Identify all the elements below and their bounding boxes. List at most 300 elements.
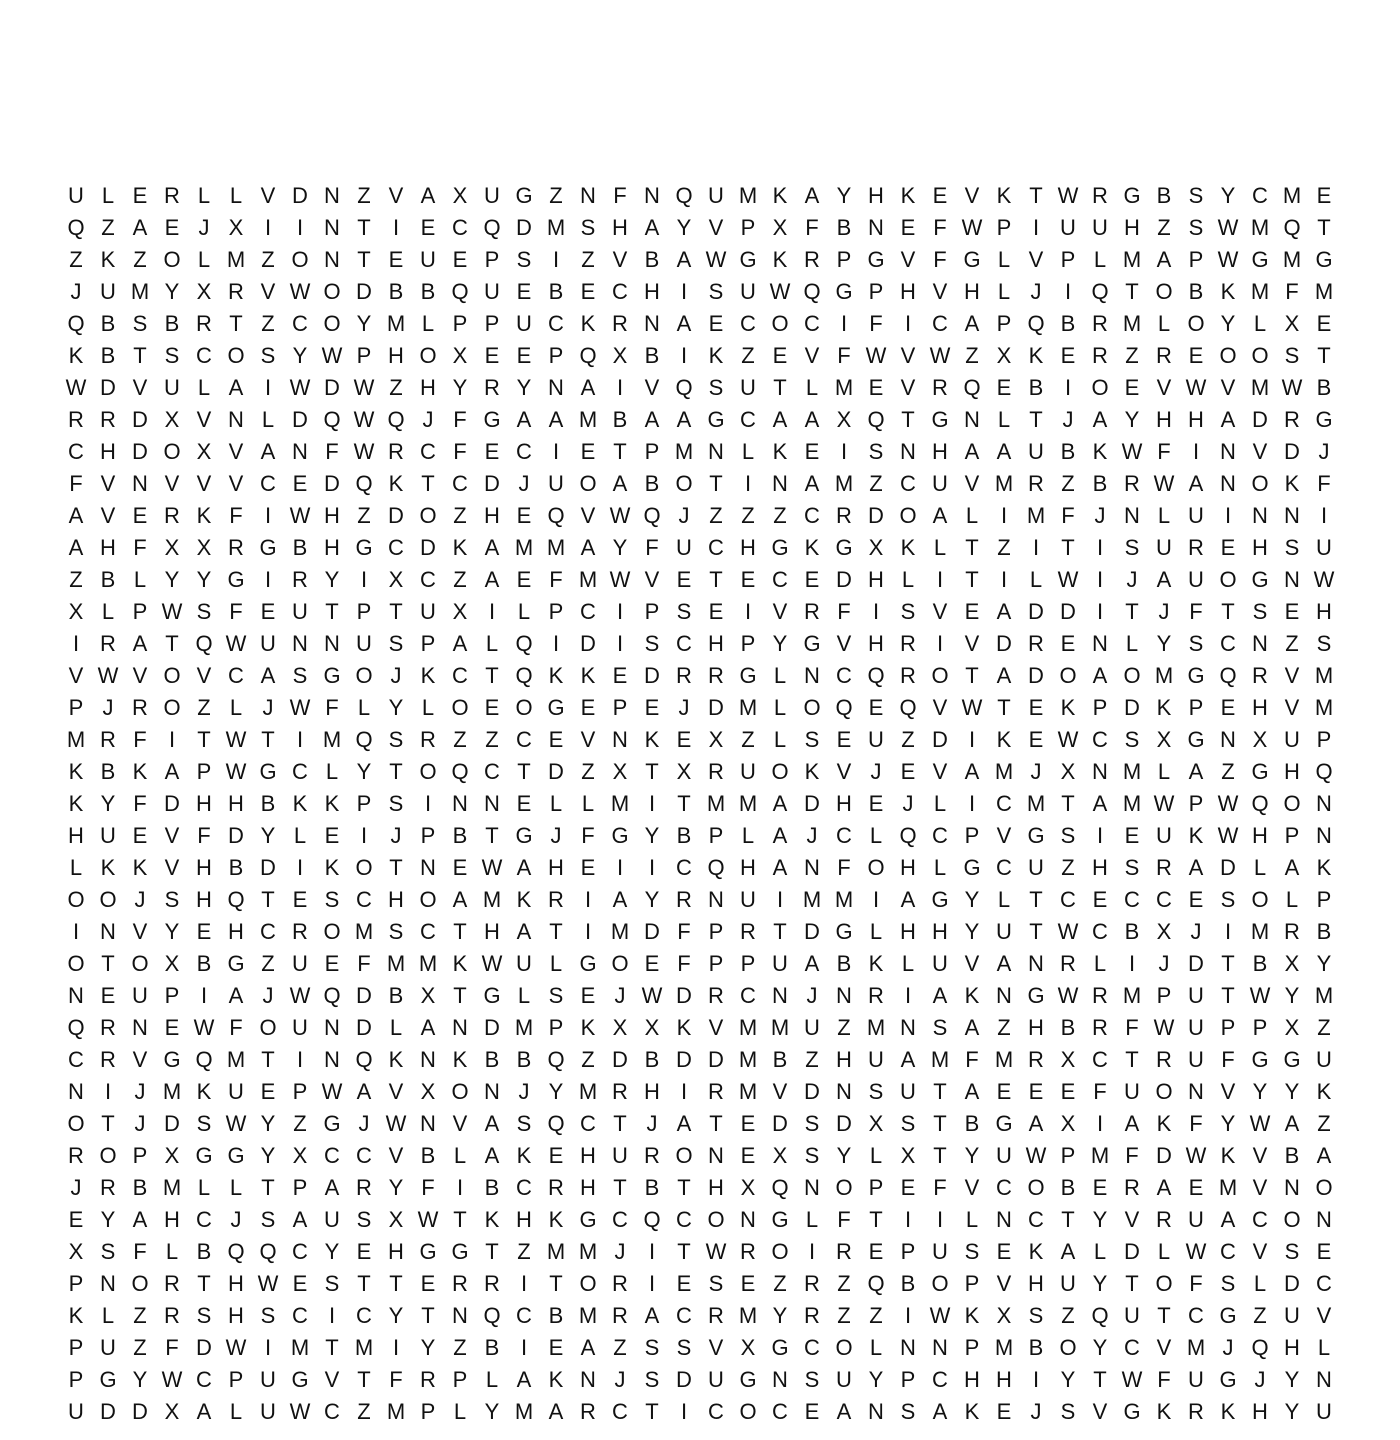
letter-cell[interactable]: E [132, 823, 148, 848]
letter-cell[interactable]: A [612, 887, 628, 912]
letter-cell[interactable]: X [1060, 1047, 1076, 1072]
letter-cell[interactable]: X [292, 1143, 308, 1168]
letter-cell[interactable]: N [452, 1303, 468, 1328]
letter-cell[interactable]: I [648, 791, 656, 816]
letter-cell[interactable]: R [100, 1175, 116, 1200]
letter-cell[interactable]: V [644, 567, 660, 592]
letter-cell[interactable]: J [1318, 439, 1330, 464]
letter-cell[interactable]: E [868, 1239, 884, 1264]
letter-cell[interactable]: R [548, 887, 564, 912]
letter-cell[interactable]: D [1284, 439, 1300, 464]
letter-cell[interactable]: U [1028, 439, 1044, 464]
letter-cell[interactable]: O [515, 695, 533, 720]
letter-cell[interactable]: W [961, 695, 983, 720]
letter-cell[interactable]: Q [899, 823, 917, 848]
letter-cell[interactable]: Q [451, 279, 469, 304]
letter-cell[interactable]: X [708, 727, 724, 752]
letter-cell[interactable]: O [1251, 343, 1269, 368]
letter-cell[interactable]: O [899, 503, 917, 528]
letter-cell[interactable]: A [1284, 855, 1300, 880]
letter-cell[interactable]: W [225, 759, 247, 784]
letter-cell[interactable]: P [452, 1367, 468, 1392]
letter-cell[interactable]: R [740, 1239, 756, 1264]
letter-cell[interactable]: I [680, 1399, 688, 1424]
letter-cell[interactable]: T [709, 1111, 723, 1136]
letter-cell[interactable]: W [417, 1207, 439, 1232]
letter-cell[interactable]: E [324, 823, 340, 848]
letter-cell[interactable]: B [484, 1175, 500, 1200]
letter-cell[interactable]: Z [613, 1335, 627, 1360]
letter-cell[interactable]: T [677, 1175, 691, 1200]
letter-cell[interactable]: C [1156, 887, 1172, 912]
letter-cell[interactable]: K [868, 951, 884, 976]
letter-cell[interactable]: R [1156, 1047, 1172, 1072]
letter-cell[interactable]: V [900, 375, 916, 400]
letter-cell[interactable]: W [609, 567, 631, 592]
letter-cell[interactable]: N [452, 1015, 468, 1040]
letter-cell[interactable]: R [1124, 1175, 1140, 1200]
letter-cell[interactable]: O [835, 1175, 853, 1200]
letter-cell[interactable]: B [164, 311, 180, 336]
letter-cell[interactable]: Z [1317, 1111, 1331, 1136]
letter-cell[interactable]: K [68, 759, 84, 784]
letter-cell[interactable]: W [257, 1271, 279, 1296]
letter-cell[interactable]: R [1060, 951, 1076, 976]
letter-cell[interactable]: Y [1092, 1207, 1108, 1232]
letter-cell[interactable]: X [612, 759, 628, 784]
letter-cell[interactable]: K [484, 1207, 500, 1232]
letter-cell[interactable]: J [806, 983, 818, 1008]
letter-cell[interactable]: K [548, 1207, 564, 1232]
letter-cell[interactable]: A [996, 599, 1012, 624]
letter-cell[interactable]: P [1188, 695, 1204, 720]
letter-cell[interactable]: O [1283, 791, 1301, 816]
letter-cell[interactable]: M [578, 1079, 598, 1104]
letter-cell[interactable]: I [264, 1335, 272, 1360]
letter-cell[interactable]: M [354, 1335, 374, 1360]
letter-cell[interactable]: I [1032, 215, 1040, 240]
letter-cell[interactable]: A [228, 983, 244, 1008]
letter-cell[interactable]: H [836, 791, 852, 816]
letter-cell[interactable]: R [1092, 983, 1108, 1008]
letter-cell[interactable]: A [1156, 567, 1172, 592]
letter-cell[interactable]: K [804, 759, 820, 784]
letter-cell[interactable]: C [356, 1143, 372, 1168]
letter-cell[interactable]: H [1092, 855, 1108, 880]
letter-cell[interactable]: E [484, 695, 500, 720]
letter-cell[interactable]: H [708, 631, 724, 656]
letter-cell[interactable]: A [484, 1143, 500, 1168]
letter-cell[interactable]: Y [612, 535, 628, 560]
letter-cell[interactable]: F [1189, 1271, 1203, 1296]
letter-cell[interactable]: H [196, 887, 212, 912]
letter-cell[interactable]: L [933, 855, 947, 880]
letter-cell[interactable]: S [324, 1271, 340, 1296]
letter-cell[interactable]: B [484, 1047, 500, 1072]
letter-cell[interactable]: F [133, 1239, 147, 1264]
letter-cell[interactable]: S [388, 631, 404, 656]
letter-cell[interactable]: N [1220, 727, 1236, 752]
letter-cell[interactable]: F [933, 247, 947, 272]
letter-cell[interactable]: D [1252, 407, 1268, 432]
letter-cell[interactable]: S [324, 887, 340, 912]
letter-cell[interactable]: W [1057, 567, 1079, 592]
letter-cell[interactable]: V [164, 823, 180, 848]
letter-cell[interactable]: G [1251, 1047, 1269, 1072]
letter-cell[interactable]: L [101, 1303, 115, 1328]
letter-cell[interactable]: Q [675, 375, 693, 400]
letter-cell[interactable]: C [452, 663, 468, 688]
letter-cell[interactable]: U [516, 311, 532, 336]
letter-cell[interactable]: V [580, 503, 596, 528]
letter-cell[interactable]: O [1315, 1175, 1333, 1200]
letter-cell[interactable]: V [324, 1367, 340, 1392]
letter-cell[interactable]: Y [388, 695, 404, 720]
letter-cell[interactable]: O [579, 471, 597, 496]
letter-cell[interactable]: Y [1252, 1079, 1268, 1104]
letter-cell[interactable]: D [644, 919, 660, 944]
letter-cell[interactable]: T [1317, 343, 1331, 368]
letter-cell[interactable]: E [548, 1143, 564, 1168]
letter-cell[interactable]: B [1028, 375, 1044, 400]
letter-cell[interactable]: F [933, 1175, 947, 1200]
letter-cell[interactable]: U [1188, 567, 1204, 592]
letter-cell[interactable]: K [1316, 1079, 1332, 1104]
letter-cell[interactable]: M [1250, 919, 1270, 944]
letter-cell[interactable]: U [1092, 215, 1108, 240]
letter-cell[interactable]: F [421, 1175, 435, 1200]
letter-cell[interactable]: Q [1027, 311, 1045, 336]
letter-cell[interactable]: B [100, 759, 116, 784]
letter-cell[interactable]: K [1188, 823, 1204, 848]
letter-cell[interactable]: I [968, 727, 976, 752]
letter-cell[interactable]: T [325, 599, 339, 624]
letter-cell[interactable]: A [260, 439, 276, 464]
letter-cell[interactable]: C [676, 855, 692, 880]
letter-cell[interactable]: B [100, 567, 116, 592]
letter-cell[interactable]: P [356, 599, 372, 624]
letter-cell[interactable]: S [580, 215, 596, 240]
letter-cell[interactable]: A [1284, 1111, 1300, 1136]
letter-cell[interactable]: W [1249, 1111, 1271, 1136]
letter-cell[interactable]: M [1122, 759, 1142, 784]
letter-cell[interactable]: Q [1315, 759, 1333, 784]
letter-cell[interactable]: Y [516, 375, 532, 400]
letter-cell[interactable]: D [132, 1399, 148, 1424]
letter-cell[interactable]: Z [69, 247, 83, 272]
letter-cell[interactable]: P [708, 823, 724, 848]
letter-cell[interactable]: A [836, 1399, 852, 1424]
letter-cell[interactable]: K [324, 855, 340, 880]
letter-cell[interactable]: U [484, 183, 500, 208]
letter-cell[interactable]: R [292, 567, 308, 592]
letter-cell[interactable]: U [1124, 1079, 1140, 1104]
letter-cell[interactable]: X [772, 215, 788, 240]
letter-cell[interactable]: O [323, 919, 341, 944]
letter-cell[interactable]: I [1096, 599, 1104, 624]
letter-cell[interactable]: N [1028, 951, 1044, 976]
letter-cell[interactable]: S [708, 279, 724, 304]
letter-cell[interactable]: F [453, 407, 467, 432]
letter-cell[interactable]: F [325, 439, 339, 464]
letter-cell[interactable]: L [1093, 247, 1107, 272]
letter-cell[interactable]: D [196, 1335, 212, 1360]
letter-cell[interactable]: Q [867, 407, 885, 432]
letter-cell[interactable]: A [900, 1047, 916, 1072]
letter-cell[interactable]: G [259, 535, 277, 560]
letter-cell[interactable]: A [676, 311, 692, 336]
letter-cell[interactable]: P [1188, 247, 1204, 272]
letter-cell[interactable]: V [964, 1175, 980, 1200]
letter-cell[interactable]: L [965, 503, 979, 528]
letter-cell[interactable]: Q [259, 1239, 277, 1264]
letter-cell[interactable]: D [772, 1111, 788, 1136]
letter-cell[interactable]: C [516, 439, 532, 464]
letter-cell[interactable]: B [772, 1047, 788, 1072]
letter-cell[interactable]: G [259, 759, 277, 784]
letter-cell[interactable]: L [549, 951, 563, 976]
letter-cell[interactable]: I [840, 311, 848, 336]
letter-cell[interactable]: V [772, 599, 788, 624]
letter-cell[interactable]: P [996, 311, 1012, 336]
letter-cell[interactable]: Y [1284, 1399, 1300, 1424]
letter-cell[interactable]: H [484, 503, 500, 528]
letter-cell[interactable]: E [996, 1399, 1012, 1424]
letter-cell[interactable]: S [260, 1207, 276, 1232]
letter-cell[interactable]: V [1220, 1079, 1236, 1104]
letter-cell[interactable]: G [579, 1207, 597, 1232]
letter-cell[interactable]: Q [355, 727, 373, 752]
letter-cell[interactable]: Q [227, 887, 245, 912]
letter-cell[interactable]: W [481, 855, 503, 880]
letter-cell[interactable]: R [164, 1271, 180, 1296]
letter-cell[interactable]: M [738, 695, 758, 720]
letter-cell[interactable]: P [196, 759, 212, 784]
letter-cell[interactable]: F [133, 727, 147, 752]
letter-cell[interactable]: D [324, 375, 340, 400]
letter-cell[interactable]: W [289, 279, 311, 304]
letter-cell[interactable]: H [900, 279, 916, 304]
letter-cell[interactable]: E [804, 567, 820, 592]
letter-cell[interactable]: Z [1317, 1015, 1331, 1040]
letter-cell[interactable]: T [965, 663, 979, 688]
letter-cell[interactable]: C [676, 631, 692, 656]
letter-cell[interactable]: P [548, 343, 564, 368]
letter-cell[interactable]: L [197, 247, 211, 272]
letter-cell[interactable]: T [197, 727, 211, 752]
letter-cell[interactable]: D [708, 695, 724, 720]
letter-cell[interactable]: C [804, 1335, 820, 1360]
letter-cell[interactable]: T [933, 1079, 947, 1104]
letter-cell[interactable]: V [388, 1079, 404, 1104]
letter-cell[interactable]: B [420, 279, 436, 304]
letter-cell[interactable]: Q [1091, 279, 1109, 304]
letter-cell[interactable]: R [612, 311, 628, 336]
letter-cell[interactable]: E [900, 215, 916, 240]
letter-cell[interactable]: A [612, 471, 628, 496]
letter-cell[interactable]: W [353, 439, 375, 464]
letter-cell[interactable]: K [580, 663, 596, 688]
letter-cell[interactable]: E [644, 951, 660, 976]
letter-cell[interactable]: A [1316, 1143, 1332, 1168]
letter-cell[interactable]: U [132, 983, 148, 1008]
letter-cell[interactable]: Q [547, 1047, 565, 1072]
letter-cell[interactable]: A [1124, 1111, 1140, 1136]
letter-cell[interactable]: I [1128, 951, 1136, 976]
letter-cell[interactable]: Y [164, 919, 180, 944]
letter-cell[interactable]: I [168, 727, 176, 752]
letter-cell[interactable]: N [324, 215, 340, 240]
letter-cell[interactable]: T [1093, 1367, 1107, 1392]
letter-cell[interactable]: Q [1251, 791, 1269, 816]
letter-cell[interactable]: S [868, 439, 884, 464]
letter-cell[interactable]: Q [771, 1175, 789, 1200]
letter-cell[interactable]: L [741, 439, 755, 464]
letter-cell[interactable]: Q [451, 759, 469, 784]
letter-cell[interactable]: T [389, 855, 403, 880]
letter-cell[interactable]: W [225, 1335, 247, 1360]
letter-cell[interactable]: Y [484, 1399, 500, 1424]
letter-cell[interactable]: T [389, 599, 403, 624]
letter-cell[interactable]: R [100, 1015, 116, 1040]
letter-cell[interactable]: H [1316, 599, 1332, 624]
letter-cell[interactable]: B [612, 407, 628, 432]
letter-cell[interactable]: C [356, 887, 372, 912]
letter-cell[interactable]: R [612, 1303, 628, 1328]
letter-cell[interactable]: U [740, 887, 756, 912]
letter-cell[interactable]: L [1157, 503, 1171, 528]
letter-cell[interactable]: C [484, 759, 500, 784]
letter-cell[interactable]: J [1190, 919, 1202, 944]
letter-cell[interactable]: A [772, 407, 788, 432]
letter-cell[interactable]: C [452, 471, 468, 496]
letter-cell[interactable]: W [769, 279, 791, 304]
letter-cell[interactable]: P [484, 247, 500, 272]
letter-cell[interactable]: B [1060, 311, 1076, 336]
letter-cell[interactable]: O [355, 855, 373, 880]
letter-cell[interactable]: S [356, 1207, 372, 1232]
letter-cell[interactable]: B [1060, 1015, 1076, 1040]
letter-cell[interactable]: M [418, 951, 438, 976]
letter-cell[interactable]: U [420, 247, 436, 272]
letter-cell[interactable]: J [134, 887, 146, 912]
letter-cell[interactable]: J [422, 407, 434, 432]
letter-cell[interactable]: H [964, 279, 980, 304]
letter-cell[interactable]: E [260, 599, 276, 624]
letter-cell[interactable]: M [354, 919, 374, 944]
letter-cell[interactable]: U [1284, 727, 1300, 752]
letter-cell[interactable]: M [514, 535, 534, 560]
letter-cell[interactable]: D [1060, 599, 1076, 624]
letter-cell[interactable]: S [1316, 631, 1332, 656]
letter-cell[interactable]: C [324, 1143, 340, 1168]
letter-cell[interactable]: D [1188, 951, 1204, 976]
letter-cell[interactable]: E [516, 567, 532, 592]
letter-cell[interactable]: R [484, 375, 500, 400]
letter-cell[interactable]: M [1282, 183, 1302, 208]
letter-cell[interactable]: W [161, 599, 183, 624]
letter-cell[interactable]: Z [869, 1303, 883, 1328]
letter-cell[interactable]: R [804, 599, 820, 624]
letter-cell[interactable]: N [1284, 567, 1300, 592]
letter-cell[interactable]: W [929, 343, 951, 368]
letter-cell[interactable]: U [612, 1143, 628, 1168]
letter-cell[interactable]: U [1188, 1047, 1204, 1072]
letter-cell[interactable]: H [868, 567, 884, 592]
letter-cell[interactable]: E [1124, 375, 1140, 400]
letter-cell[interactable]: V [964, 183, 980, 208]
letter-cell[interactable]: L [229, 183, 243, 208]
letter-cell[interactable]: T [645, 1399, 659, 1424]
letter-cell[interactable]: V [708, 1015, 724, 1040]
letter-cell[interactable]: R [452, 1271, 468, 1296]
letter-cell[interactable]: A [804, 407, 820, 432]
letter-cell[interactable]: F [837, 599, 851, 624]
letter-cell[interactable]: P [868, 1175, 884, 1200]
letter-cell[interactable]: T [933, 1143, 947, 1168]
letter-cell[interactable]: Q [67, 215, 85, 240]
letter-cell[interactable]: M [546, 1239, 566, 1264]
letter-cell[interactable]: E [196, 919, 212, 944]
letter-cell[interactable]: V [1156, 375, 1172, 400]
letter-cell[interactable]: T [1125, 1047, 1139, 1072]
letter-cell[interactable]: M [514, 1015, 534, 1040]
letter-cell[interactable]: Y [1060, 1367, 1076, 1392]
letter-cell[interactable]: D [676, 983, 692, 1008]
letter-cell[interactable]: J [614, 1239, 626, 1264]
letter-cell[interactable]: F [389, 1367, 403, 1392]
letter-cell[interactable]: V [132, 663, 148, 688]
letter-cell[interactable]: C [740, 407, 756, 432]
letter-cell[interactable]: G [771, 535, 789, 560]
letter-cell[interactable]: S [100, 1239, 116, 1264]
letter-cell[interactable]: R [1156, 855, 1172, 880]
letter-cell[interactable]: C [356, 1303, 372, 1328]
letter-cell[interactable]: Q [867, 663, 885, 688]
letter-cell[interactable]: A [420, 1015, 436, 1040]
letter-cell[interactable]: L [197, 183, 211, 208]
letter-cell[interactable]: G [739, 663, 757, 688]
letter-cell[interactable]: Y [100, 1207, 116, 1232]
letter-cell[interactable]: E [516, 343, 532, 368]
letter-cell[interactable]: E [1220, 695, 1236, 720]
letter-cell[interactable]: A [452, 631, 468, 656]
letter-cell[interactable]: H [996, 1367, 1012, 1392]
letter-cell[interactable]: M [1122, 983, 1142, 1008]
letter-cell[interactable]: E [580, 983, 596, 1008]
letter-cell[interactable]: N [1124, 503, 1140, 528]
letter-cell[interactable]: X [452, 183, 468, 208]
letter-cell[interactable]: T [549, 1271, 563, 1296]
letter-cell[interactable]: F [357, 951, 371, 976]
letter-cell[interactable]: Q [643, 503, 661, 528]
letter-cell[interactable]: G [835, 919, 853, 944]
letter-cell[interactable]: L [101, 183, 115, 208]
letter-cell[interactable]: C [260, 919, 276, 944]
letter-cell[interactable]: I [392, 1335, 400, 1360]
letter-cell[interactable]: J [550, 823, 562, 848]
letter-cell[interactable]: L [1253, 1271, 1267, 1296]
letter-cell[interactable]: R [836, 503, 852, 528]
letter-cell[interactable]: L [805, 375, 819, 400]
letter-cell[interactable]: Z [581, 1047, 595, 1072]
letter-cell[interactable]: A [996, 439, 1012, 464]
letter-cell[interactable]: I [264, 503, 272, 528]
letter-cell[interactable]: O [1219, 567, 1237, 592]
letter-cell[interactable]: S [1220, 1271, 1236, 1296]
letter-cell[interactable]: I [1096, 567, 1104, 592]
letter-cell[interactable]: S [964, 1239, 980, 1264]
